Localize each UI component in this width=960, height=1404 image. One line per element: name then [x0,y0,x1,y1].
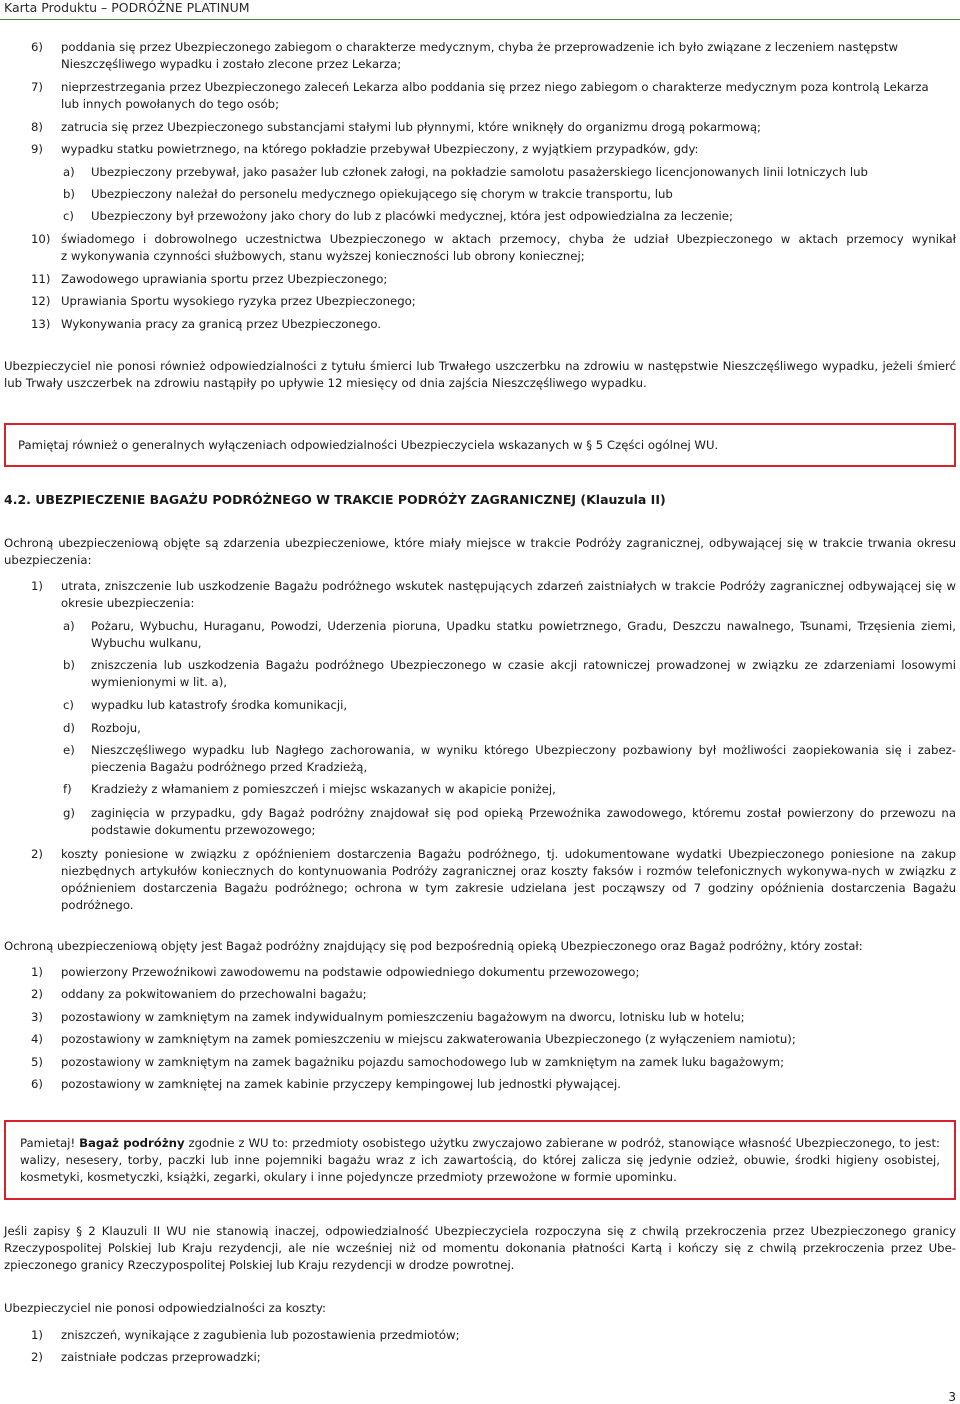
section-heading: 4.2. UBEZPIECZENIE BAGAŻU PODRÓŻNEGO W TRAKCIE PODRÓŻY ZAGRANICZNEJ (Klauzula II) [4,492,666,507]
sub-list-text: Pożaru, Wybuchu, Huraganu, Powodzi, Uderzenia pioruna, Upadku statku powietrznego, Gradu, Deszczu nawalnego, Tsunami, Trzęsienia ziemi, Wybuchu wulkanu, [91,619,956,650]
page-number: 3 [948,1390,956,1404]
list-number: 1) [31,965,43,979]
list-item-text: poddania się przez Ubezpieczonego zabiegom o charakterze medycznym, chyba że przeprowadzenie ich było związane z leczeniem następstw [61,40,899,54]
sub-list-letter: f) [63,782,72,796]
list-item-text: lub innych powołanych do tego osób; [61,97,280,111]
sub-list-text: Ubezpieczony należał do personelu medycznego opiekującego się chorym w trakcie transportu, lub [91,187,673,201]
list-number: 12) [31,294,51,308]
coverage-item-text: koszty poniesione w związku z opóźnieniem dostarczenia Bagażu podróżnego, tj. udokumentowane wydatki Ubezpieczonego poniesione na zakup niezbędnych artykułów koniecznych do kontynuowania Podróży zagranicznej oraz koszty faksów i rozmów telefonicznych wykonywa-nych w związku z opóźnieniem dostarczenia Bagażu podróżnego; ochrona w tym zakresie udzielana jest począwszy od 7 godziny opóźnienia dostarczenia Bagażu podróżnego. [61,847,956,912]
header-bar [0,0,960,20]
reminder-prefix: Pamietaj! [20,1136,80,1150]
list-item-text: Nieszczęśliwego wypadku i zostało zlecone przez Lekarza; [61,57,402,71]
document-title: Karta Produktu – PODRÓŻNE PLATINUM [4,0,250,15]
list-item-text: Uprawiania Sportu wysokiego ryzyka przez Ubezpieczonego; [61,294,416,308]
costs-intro: Ubezpieczyciel nie ponosi odpowiedzialności za koszty: [4,1301,326,1315]
list-number: 1) [31,1328,43,1342]
reminder-text: Pamiętaj również o generalnych wyłączeniach odpowiedzialności Ubezpieczyciela wskazanych w § 5 Części ogólnej WU. [18,438,719,452]
sub-list-text: wypadku lub katastrofy środka komunikacji, [91,698,348,712]
list-item-text: świadomego i dobrowolnego uczestnictwa Ubezpieczonego w aktach przemocy, chyba że udział Ubezpieczonego w aktach przemocy wynikał [61,232,956,246]
sub-list-text: zniszczenia lub uszkodzenia Bagażu podróżnego Ubezpieczonego w czasie akcji ratowniczej prowadzonej w związku ze zdarzeniami losowymi wymienionymi w lit. a), [91,658,956,689]
list-number: 1) [31,579,43,593]
list-item-text: oddany za pokwitowaniem do przechowalni bagażu; [61,987,367,1001]
list-number: 9) [31,142,43,156]
list-item-text: zaistniałe podczas przeprowadzki; [61,1350,261,1364]
list-number: 6) [31,40,43,54]
list-item-text: pozostawiony w zamkniętym na zamek indywidualnym pomieszczeniu bagażowym na dworcu, lotnisku lub w hotelu; [61,1010,745,1024]
sub-list-letter: b) [63,187,75,201]
list-number: 11) [31,272,51,286]
list-item-text: wypadku statku powietrznego, na którego pokładzie przebywał Ubezpieczony, z wyjątkiem przypadków, gdy: [61,142,699,156]
list-item-text: Zawodowego uprawiania sportu przez Ubezpieczonego; [61,272,388,286]
territory-note: Jeśli zapisy § 2 Klauzuli II WU nie stanowią inaczej, odpowiedzialność Ubezpieczyciela rozpoczyna się z chwilą przekroczenia przez Ubezpieczonego granicy Rzeczypospolitej Polskiej lub Kraju rezydencji, ale nie wcześniej niż od momentu dokonania płatności Kartą i kończy się z chwilą przekroczenia przez Ube-zpieczonego granicy Rzeczypospolitej Polskiej lub Kraju rezydencji w drodze powrotnej. [4,1224,956,1272]
list-item-text: zatrucia się przez Ubezpieczonego substancjami stałymi lub płynnymi, które wniknęły do organizmu drogą pokarmową; [61,120,761,134]
sub-list-text: zaginięcia w przypadku, gdy Bagaż podróżny znajdował się pod opieką Przewoźnika zawodowego, któremu został powierzony do przewozu na podstawie dokumentu przewozowego; [91,806,956,837]
baggage-definition-box [4,1120,956,1200]
list-item-text: powierzony Przewoźnikowi zawodowemu na podstawie odpowiedniego dokumentu przewozowego; [61,965,640,979]
list-number: 2) [31,1350,43,1364]
list-item-text: pozostawiony w zamkniętym na zamek pomieszczeniu w miejscu zakwaterowania Ubezpieczonego (z wyłączeniem namiotu); [61,1032,796,1046]
list-item-text: nieprzestrzegania przez Ubezpieczonego zaleceń Lekarza albo poddania się przez niego zabiegom o charakterze medycznym poza kontrolą Lekarza [61,80,929,94]
coverage-item-text: utrata, zniszczenie lub uszkodzenie Bagażu podróżnego wskutek następujących zdarzeń zaistniałych w trakcie Podróży zagranicznej odbywającej się w okresie ubezpieczenia: [61,579,956,610]
reminder-box [4,423,956,467]
list-item-text: z wykonywania czynności służbowych, stanu wyższej konieczności lub obrony koniecznej; [61,249,585,263]
list-number: 8) [31,120,43,134]
sub-list-letter: a) [63,165,75,179]
list-number: 6) [31,1077,43,1091]
sub-list-text: Ubezpieczony był przewożony jako chory do lub z placówki medycznej, która jest odpowiedzialna za leczenie; [91,209,733,223]
list-number: 3) [31,1010,43,1024]
list-number: 4) [31,1032,43,1046]
sub-list-text: Ubezpieczony przebywał, jako pasażer lub członek załogi, na pokładzie samolotu pasażerskiego licencjonowanych linii lotniczych lub [91,165,868,179]
list-number: 2) [31,987,43,1001]
list-number: 5) [31,1055,43,1069]
sub-list-letter: a) [63,619,75,633]
sub-list-letter: e) [63,743,75,757]
liability-note: Ubezpieczyciel nie ponosi również odpowiedzialności z tytułu śmierci lub Trwałego uszczerbku na zdrowiu w następstwie Nieszczęśliwego wypadku, jeżeli śmierć lub Trwały uszczerbek na zdrowiu nastąpiły po upływie 12 miesięcy od dnia zajścia Nieszczęśliwego wypadku. [4,359,956,390]
list-number: 2) [31,847,43,861]
sub-list-letter: c) [63,209,74,223]
list-item-text: Wykonywania pracy za granicą przez Ubezpieczonego. [61,317,382,331]
sub-list-letter: g) [63,806,75,820]
sub-list-text: Nieszczęśliwego wypadku lub Nagłego zachorowania, w wyniku którego Ubezpieczony pozbawiony był możliwości zaopiekowania się i zabez-pieczenia Bagażu podróżnego przed Kradzieżą, [91,743,956,774]
list-item-text: pozostawiony w zamkniętym na zamek bagażniku pojazdu samochodowego lub w zamkniętym na zamek luku bagażowym; [61,1055,785,1069]
baggage-definition-text [20,1135,940,1186]
sub-list-letter: d) [63,721,75,735]
baggage-intro: Ochroną ubezpieczeniową objęty jest Bagaż podróżny znajdujący się pod bezpośrednią opieką Ubezpieczonego oraz Bagaż podróżny, który został: [4,939,863,953]
sub-list-text: Rozboju, [91,721,141,735]
sub-list-text: Kradzieży z włamaniem z pomieszczeń i miejsc wskazanych w akapicie poniżej, [91,782,556,796]
list-item-text: pozostawiony w zamkniętej na zamek kabinie przyczepy kempingowej lub jednostki pływającej. [61,1077,621,1091]
coverage-intro: Ochroną ubezpieczeniową objęte są zdarzenia ubezpieczeniowe, które miały miejsce w trakcie Podróży zagranicznej, odbywającej się w trakcie trwania okresu ubezpieczenia: [4,536,956,567]
baggage-definition: zgodnie z WU to: przedmioty osobistego użytku zwyczajowo zabierane w podróż, stanowiące własność Ubezpieczonego, to jest: walizy, nesesery, torby, paczki lub inne pojemniki bagażu wraz z ich zawartością, do której zalicza się jedynie odzież, obuwie, środki higieny osobistej, kosmetyki, kosmetyczki, książki, zegarki, okulary i inne pojedyncze przedmioty przewożone w formie upominku. [20,1136,940,1184]
baggage-term: Bagaż podróżny [79,1136,185,1150]
sub-list-letter: c) [63,698,74,712]
list-number: 7) [31,80,43,94]
list-number: 10) [31,232,51,246]
sub-list-letter: b) [63,658,75,672]
list-number: 13) [31,317,51,331]
list-item-text: zniszczeń, wynikające z zagubienia lub pozostawienia przedmiotów; [61,1328,460,1342]
